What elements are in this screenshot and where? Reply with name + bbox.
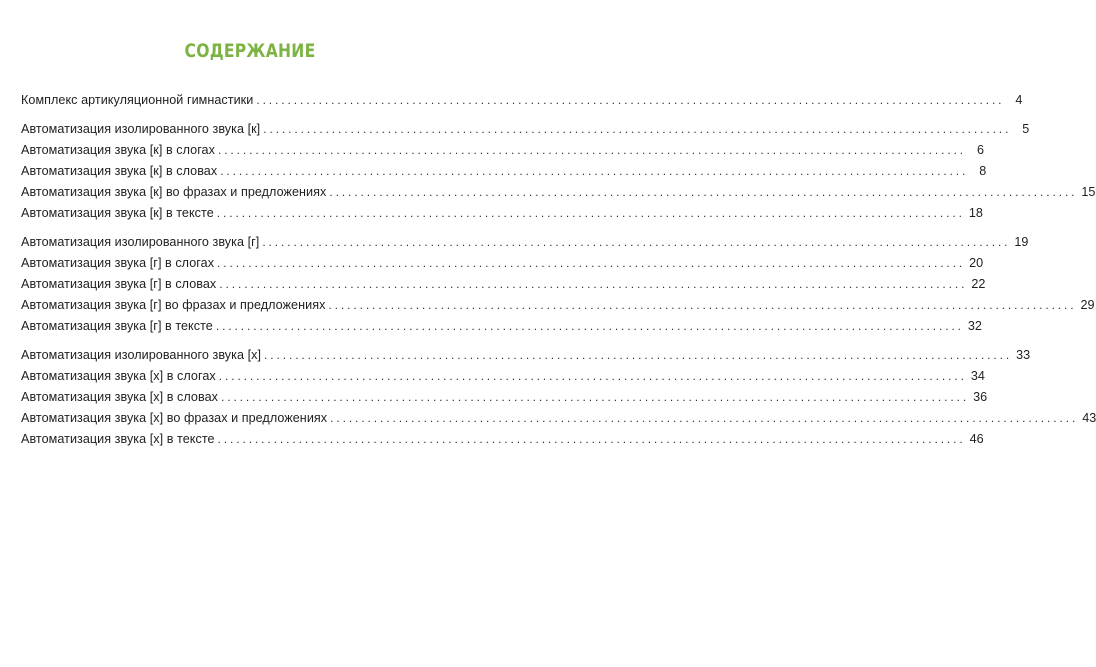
dot-leader: ........................................................................................................................ — [218, 369, 967, 383]
toc-entry-page-number: 19 — [1014, 235, 1029, 249]
toc-entry-page-number: 6 — [977, 143, 985, 157]
toc-entry-page-number: 46 — [969, 432, 984, 446]
toc-entry[interactable] — [21, 432, 984, 453]
toc-entry-page-number: 22 — [971, 277, 986, 291]
toc-entry-title: Автоматизация звука [к] в слогах — [21, 143, 215, 157]
toc-entry-page-number: 36 — [973, 390, 988, 404]
toc-group — [21, 122, 1096, 227]
toc-group — [21, 93, 1023, 114]
toc-entry-title: Автоматизация звука [г] в словах — [21, 277, 217, 291]
toc-entry[interactable] — [21, 185, 1096, 206]
dot-leader: ........................................................................................................................ — [263, 122, 1012, 136]
dot-leader: ........................................................................................................................ — [329, 185, 1078, 199]
dot-leader: ........................................................................................................................ — [262, 235, 1011, 249]
toc-entry[interactable] — [21, 235, 1029, 256]
table-of-contents — [21, 93, 1096, 461]
toc-entry[interactable] — [21, 369, 985, 390]
toc-entry[interactable] — [21, 348, 1031, 369]
toc-entry-page-number: 4 — [1015, 93, 1023, 107]
toc-entry-title: Комплекс артикуляционной гимнастики — [21, 93, 254, 107]
toc-entry-page-number: 43 — [1082, 411, 1096, 425]
toc-entry-page-number: 8 — [979, 164, 987, 178]
toc-entry[interactable] — [21, 206, 983, 227]
toc-entry-title: Автоматизация звука [х] в слогах — [21, 369, 216, 383]
toc-entry-title: Автоматизация изолированного звука [х] — [21, 348, 262, 362]
toc-entry[interactable] — [21, 298, 1095, 319]
dot-leader: ........................................................................................................................ — [330, 411, 1079, 425]
toc-entry-title: Автоматизация звука [г] в тексте — [21, 319, 213, 333]
dot-leader: ........................................................................................................................ — [216, 206, 965, 220]
toc-entry-page-number: 34 — [970, 369, 985, 383]
toc-entry-title: Автоматизация звука [г] в слогах — [21, 256, 215, 270]
dot-leader: ........................................................................................................................ — [220, 390, 970, 404]
toc-entry[interactable] — [21, 122, 1030, 143]
toc-entry-title: Автоматизация звука [х] во фразах и предложениях — [21, 411, 328, 425]
toc-entry-page-number: 33 — [1016, 348, 1031, 362]
toc-entry[interactable] — [21, 143, 985, 164]
toc-entry-title: Автоматизация звука [х] в тексте — [21, 432, 215, 446]
toc-entry-page-number: 5 — [1022, 122, 1030, 136]
toc-entry-page-number: 20 — [969, 256, 984, 270]
toc-entry-page-number: 32 — [967, 319, 982, 333]
dot-leader: ........................................................................................................................ — [217, 256, 966, 270]
toc-entry[interactable] — [21, 390, 988, 411]
toc-entry-title: Автоматизация звука [к] в словах — [21, 164, 218, 178]
dot-leader: ........................................................................................................................ — [217, 432, 966, 446]
toc-entry-title: Автоматизация звука [к] в тексте — [21, 206, 214, 220]
toc-entry[interactable] — [21, 277, 986, 298]
dot-leader: ........................................................................................................................ — [215, 319, 964, 333]
dot-leader: ........................................................................................................................ — [220, 164, 969, 178]
toc-entry[interactable] — [21, 93, 1023, 114]
toc-entry-title: Автоматизация звука [х] в словах — [21, 390, 218, 404]
toc-entry-title: Автоматизация изолированного звука [г] — [21, 235, 260, 249]
dot-leader: ........................................................................................................................ — [219, 277, 968, 291]
toc-group — [21, 235, 1095, 340]
toc-entry[interactable] — [21, 411, 1096, 432]
toc-entry-page-number: 29 — [1080, 298, 1095, 312]
toc-entry[interactable] — [21, 319, 982, 340]
toc-entry-page-number: 18 — [968, 206, 983, 220]
dot-leader: ........................................................................................................................ — [328, 298, 1077, 312]
toc-entry[interactable] — [21, 256, 984, 277]
toc-group — [21, 348, 1096, 453]
toc-entry-title: Автоматизация изолированного звука [к] — [21, 122, 261, 136]
dot-leader: ........................................................................................................................ — [256, 93, 1005, 107]
toc-entry-page-number: 15 — [1081, 185, 1096, 199]
page-title: СОДЕРЖАНИЕ — [184, 40, 316, 62]
dot-leader: ........................................................................................................................ — [217, 143, 967, 157]
dot-leader: ........................................................................................................................ — [264, 348, 1013, 362]
toc-entry-title: Автоматизация звука [к] во фразах и предложениях — [21, 185, 327, 199]
toc-entry[interactable] — [21, 164, 987, 185]
toc-entry-title: Автоматизация звука [г] во фразах и предложениях — [21, 298, 326, 312]
